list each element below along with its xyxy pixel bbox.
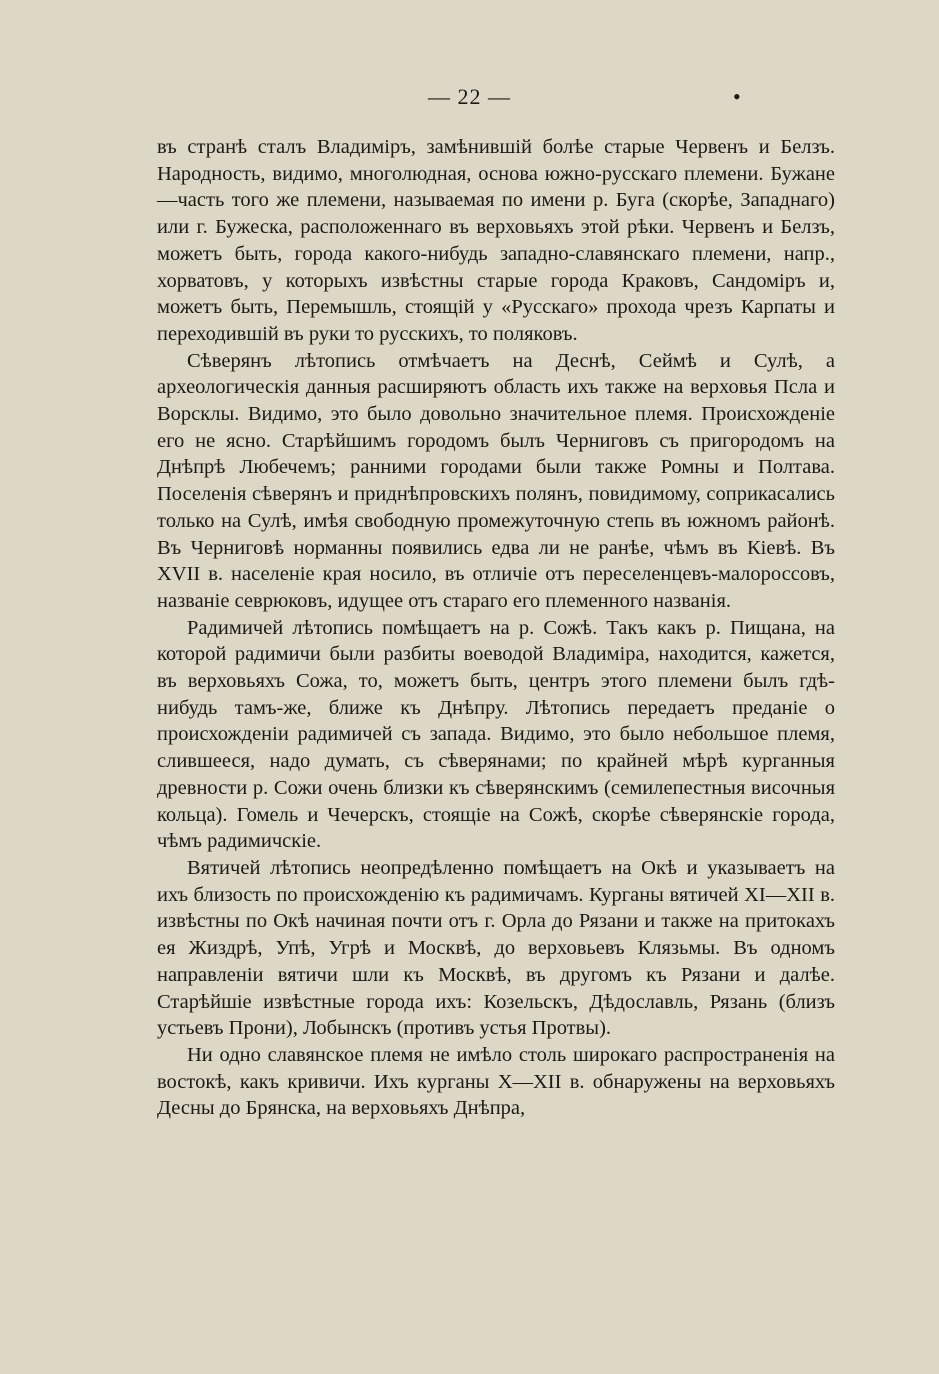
text-body [157,134,835,1122]
page-mark: • [733,84,741,109]
paragraph-1: въ странѣ сталъ Владиміръ, замѣнившій болѣе старые Червенъ и Белзъ. Народность, видимо, многолюдная, основа южно-русскаго племени. Бужане—часть того же племени, называемая по имени р. Буга (скорѣе, Западнаго) или г. Бужеска, расположеннаго въ верховьяхъ этой рѣки. Червенъ и Белзъ, можетъ быть, города какого-нибудь западно-славянскаго племени, напр., хорватовъ, у которыхъ извѣстны старые города Краковъ, Сандоміръ и, можетъ быть, Перемышль, стоящій у «Русскаго» прохода чрезъ Карпаты и переходившій въ руки то русскихъ, то поляковъ. [157,136,835,345]
paragraph-3: Радимичей лѣтопись помѣщаетъ на р. Сожѣ. Такъ какъ р. Пищана, на которой радимичи были разбиты воеводой Владиміра, находится, кажется, въ верховьяхъ Сожа, то, можетъ быть, центръ этого племени былъ гдѣ-нибудь тамъ-же, ближе къ Днѣпру. Лѣтопись передаетъ преданіе о происхожденіи радимичей съ запада. Видимо, это было небольшое племя, слившееся, надо думать, съ сѣверянами; по крайней мѣрѣ курганныя древности р. Сожи очень близки къ сѣверянскимъ (семилепестныя височныя кольца). Гомель и Чечерскъ, стоящіе на Сожѣ, скорѣе сѣверянскіе города, чѣмъ радимичскіе. [157,616,835,853]
paragraph-2: Сѣверянъ лѣтопись отмѣчаетъ на Деснѣ, Сеймѣ и Сулѣ, а археологическія данныя расширяютъ область ихъ также на верховья Псла и Ворсклы. Видимо, это было довольно значительное племя. Происхожденіе его не ясно. Старѣйшимъ городомъ былъ Черниговъ съ пригородомъ на Днѣпрѣ Любечемъ; ранними городами были также Ромны и Полтава. Поселенія сѣверянъ и приднѣпровскихъ полянъ, повидимому, соприкасались только на Сулѣ, имѣя свободную промежуточную степь въ южномъ районѣ. Въ Черниговѣ норманны появились едва ли не ранѣе, чѣмъ въ Кіевѣ. Въ XVII в. населеніе края носило, въ отличіе отъ переселенцевъ-малороссовъ, названіе севрюковъ, идущее отъ стараго его племенного названія. [157,349,835,612]
page-number: — 22 — [428,84,511,109]
paragraph-5: Ни одно славянское племя не имѣло столь широкаго распространенія на востокѣ, какъ кривичи. Ихъ курганы X—XII в. обнаружены на верховьяхъ Десны до Брянска, на верховьяхъ Днѣпра, [157,1043,835,1120]
paragraph-4: Вятичей лѣтопись неопредѣленно помѣщаетъ на Окѣ и указываетъ на ихъ близость по происхожденію къ радимичамъ. Курганы вятичей XI—XII в. извѣстны по Окѣ начиная почти отъ г. Орла до Рязани и также на притокахъ ея Жиздрѣ, Упѣ, Угрѣ и Москвѣ, до верховьевъ Клязьмы. Въ одномъ направленіи вятичи шли къ Москвѣ, въ другомъ къ Рязани и далѣе. Старѣйшіе извѣстные города ихъ: Козельскъ, Дѣдославль, Рязань (близъ устьевъ Прони), Лобынскъ (противъ устья Протвы). [157,856,835,1040]
